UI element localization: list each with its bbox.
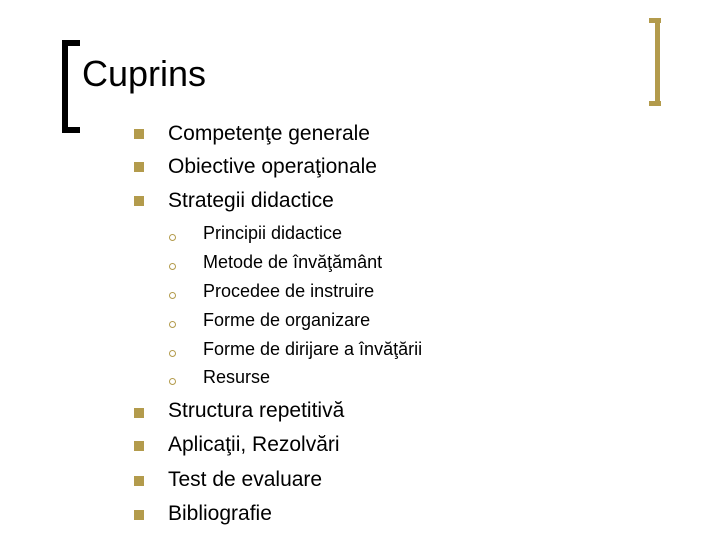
sublist-item-label: Forme de dirijare a învăţării	[203, 339, 423, 359]
left-bracket	[62, 40, 68, 133]
circle-bullet-icon	[169, 263, 176, 270]
square-bullet-icon	[134, 408, 144, 418]
square-bullet-icon	[134, 441, 144, 451]
square-bullet-icon	[134, 162, 144, 172]
circle-bullet-icon	[169, 321, 176, 328]
left-bracket-bottom	[62, 127, 80, 133]
slide-title: Cuprins	[82, 53, 207, 94]
right-bracket	[655, 18, 660, 106]
circle-bullet-icon	[169, 378, 176, 385]
sublist-item-label: Resurse	[203, 367, 271, 387]
list-item-label: Bibliografie	[168, 502, 272, 525]
list-item-label: Competenţe generale	[168, 122, 370, 145]
square-bullet-icon	[134, 510, 144, 520]
list-item-label: Structura repetitivă	[168, 399, 345, 422]
list-item-label: Test de evaluare	[168, 468, 323, 491]
sublist-item-label: Principii didactice	[203, 223, 343, 243]
square-bullet-icon	[134, 129, 144, 139]
sublist-item-label: Procedee de instruire	[203, 281, 375, 301]
circle-bullet-icon	[169, 292, 176, 299]
right-bracket-bottom	[649, 101, 661, 106]
list-item-label: Aplicaţii, Rezolvări	[168, 433, 340, 456]
circle-bullet-icon	[169, 234, 176, 241]
list-item-label: Strategii didactice	[168, 189, 334, 212]
sublist-item-label: Metode de învăţământ	[203, 252, 383, 272]
square-bullet-icon	[134, 196, 144, 206]
right-bracket-top	[649, 18, 661, 23]
list-item-label: Obiective operaţionale	[168, 155, 377, 178]
left-bracket-top	[62, 40, 80, 46]
circle-bullet-icon	[169, 350, 176, 357]
square-bullet-icon	[134, 476, 144, 486]
sublist-item-label: Forme de organizare	[203, 310, 371, 330]
